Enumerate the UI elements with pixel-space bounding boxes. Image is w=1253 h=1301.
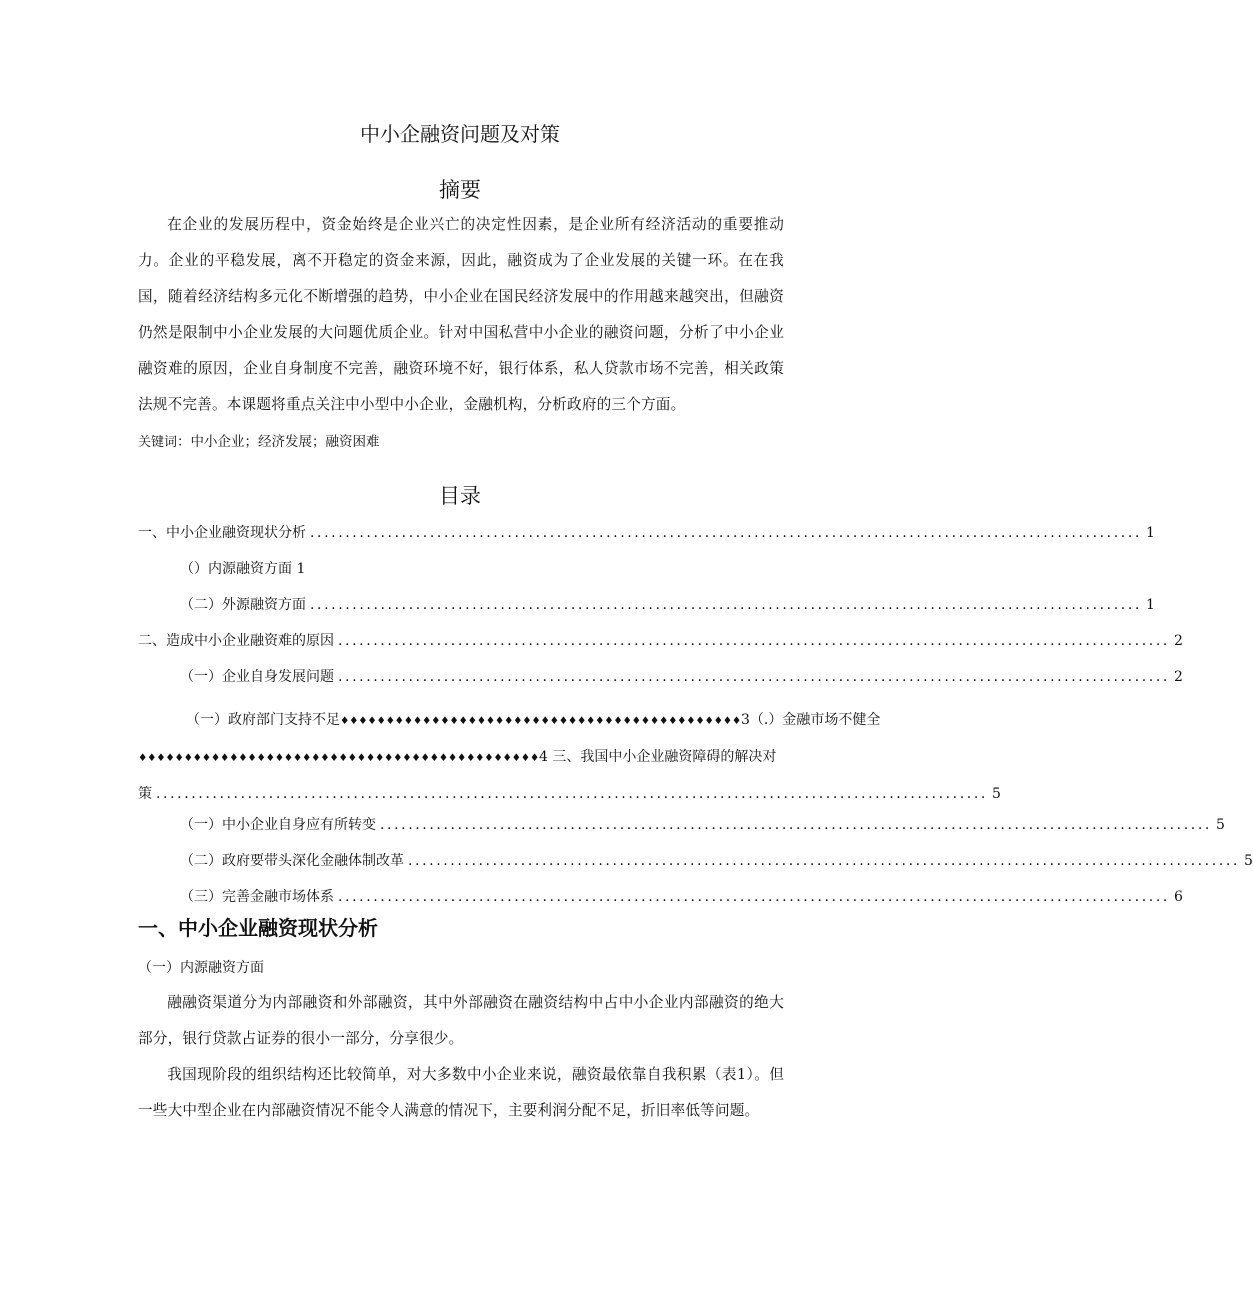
toc-leader: ......................................................................................................................	[338, 669, 1170, 685]
toc-leader: ......................................................................................................................	[408, 853, 1240, 869]
toc-entry[interactable]	[180, 886, 1183, 908]
toc-page-number: 1	[1145, 597, 1155, 613]
toc-page-number: 5	[1243, 853, 1253, 869]
toc-merged-line-1	[138, 702, 881, 739]
body-paragraph: 融融资渠道分为内部融资和外部融资，其中外部融资在融资结构中占中小企业内部融资的绝大部分，银行贷款占证券的很小一部分，分享很少。	[138, 994, 784, 1047]
toc-leader: ......................................................................................................................	[310, 525, 1142, 541]
toc-page-number: 2	[1173, 633, 1183, 649]
toc-page-number: 2	[1173, 669, 1183, 685]
toc-entry-text: （一）中小企业自身应有所转变	[180, 817, 376, 833]
toc-heading: 目录	[439, 484, 481, 508]
document-title: 中小企融资问题及对策	[360, 122, 560, 146]
toc-leader: ......................................................................................................................	[338, 633, 1170, 649]
toc-entry[interactable]	[180, 558, 776, 580]
toc-entry[interactable]	[138, 522, 1155, 544]
toc-leader: ......................................................................................................................	[338, 889, 1170, 905]
toc-leader: ......................................................................................................................	[156, 786, 988, 802]
toc-leader: ......................................................................................................................	[310, 597, 1142, 613]
toc-entry-text: （）内源融资方面 1	[180, 561, 306, 577]
toc-entry-text: （二）政府要带头深化金融体制改革	[180, 853, 404, 869]
toc-page-number: 6	[1173, 889, 1183, 905]
toc-entry[interactable]	[138, 630, 1183, 652]
toc-entry-text: 3（.）金融市场不健全	[740, 712, 881, 728]
abstract-heading: 摘要	[439, 178, 481, 202]
toc-entry[interactable]	[180, 666, 1183, 688]
section-heading: 一、中小企业融资现状分析	[138, 916, 378, 940]
subsection-heading: （一）内源融资方面	[138, 960, 264, 976]
toc-merged-line-3	[138, 776, 1001, 812]
toc-entry-text: （一）企业自身发展问题	[180, 669, 334, 685]
toc-entry[interactable]	[180, 814, 1225, 836]
toc-entry-text: （二）外源融资方面	[180, 597, 306, 613]
toc-entry-text: 4 三、我国中小企业融资障碍的解决对	[538, 749, 777, 765]
toc-filler-glyphs: ♦♦♦♦♦♦♦♦♦♦♦♦♦♦♦♦♦♦♦♦♦♦♦♦♦♦♦♦♦♦♦♦♦♦♦♦♦♦♦♦♦♦♦♦	[138, 752, 539, 764]
abstract-paragraph: 在企业的发展历程中，资金始终是企业兴亡的决定性因素，是企业所有经济活动的重要推动力。企业的平稳发展，离不开稳定的资金来源，因此，融资成为了企业发展的关键一环。在在我国，随着经济结构多元化不断增强的趋势，中小企业在国民经济发展中的作用越来越突出，但融资仍然是限制中小企业发展的大问题优质企业。针对中国私营中小企业的融资问题，分析了中小企业融资难的原因，企业自身制度不完善，融资环境不好，银行体系，私人贷款市场不完善，相关政策法规不完善。本课题将重点关注中小型中小企业，金融机构，分析政府的三个方面。	[138, 216, 784, 413]
toc-entry-text: （一）政府部门支持不足	[186, 712, 340, 728]
toc-entry-text: 策	[138, 786, 152, 802]
keywords-text: ：中小企业；经济发展；融资困难	[177, 434, 380, 450]
toc-page-number: 5	[1215, 817, 1225, 833]
toc-entry-text: 二、造成中小企业融资难的原因	[138, 633, 334, 649]
toc-entry[interactable]	[180, 850, 1253, 872]
toc-leader: ......................................................................................................................	[380, 817, 1212, 833]
keywords-line	[138, 430, 380, 450]
toc-entry-text: 一、中小企业融资现状分析	[138, 525, 306, 541]
keywords-label: 关键词	[138, 435, 178, 450]
toc-page-number: 5	[991, 786, 1001, 802]
toc-filler-glyphs: ♦♦♦♦♦♦♦♦♦♦♦♦♦♦♦♦♦♦♦♦♦♦♦♦♦♦♦♦♦♦♦♦♦♦♦♦♦♦♦♦♦♦♦♦	[340, 715, 741, 727]
toc-entry[interactable]	[180, 594, 1155, 616]
toc-merged-line-2	[138, 739, 776, 776]
toc-entry-merged[interactable]	[138, 702, 1001, 812]
toc-entry-text: （三）完善金融市场体系	[180, 889, 334, 905]
toc-page-number: 1	[1145, 525, 1155, 541]
body-paragraph: 我国现阶段的组织结构还比较简单，对大多数中小企业来说，融资最依靠自我积累（表1）。但一些大中型企业在内部融资情况不能令人满意的情况下，主要利润分配不足，折旧率低等问题。	[138, 1066, 784, 1119]
